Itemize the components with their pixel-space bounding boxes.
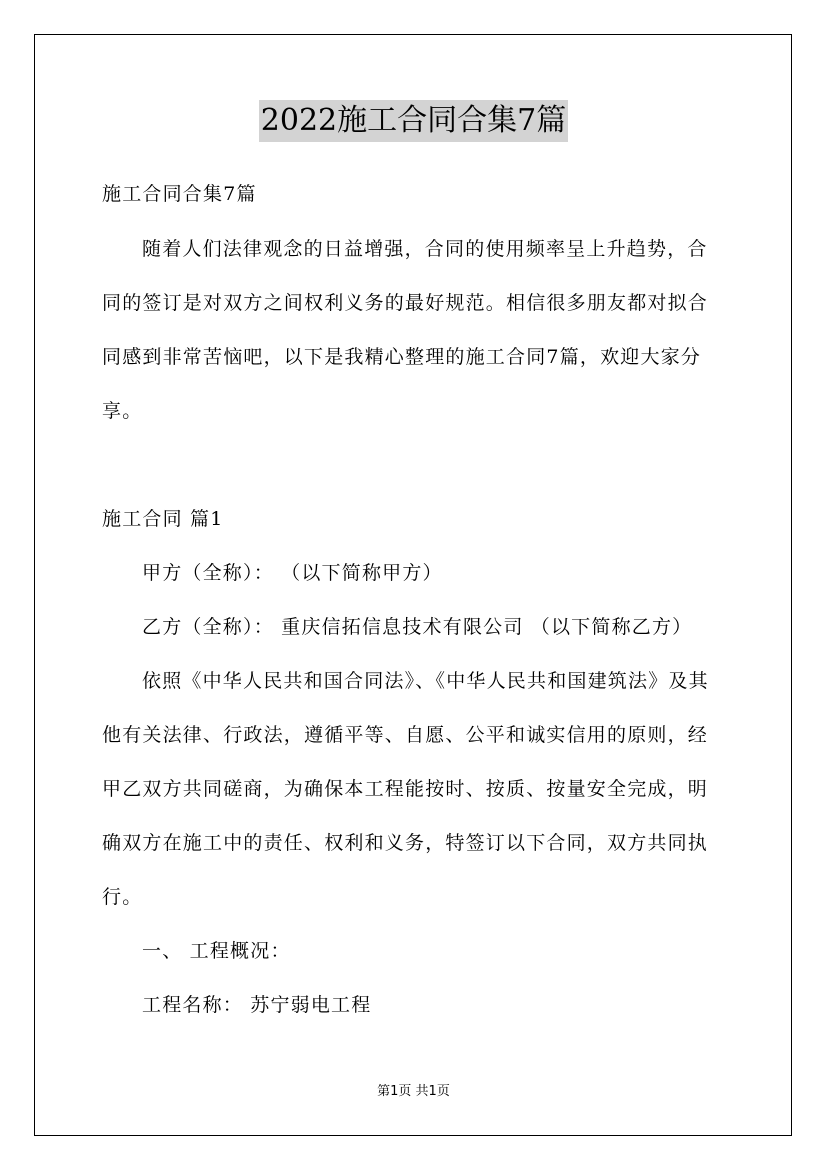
basis-line-1: 依照《中华人民共和国合同法》、《中华人民共和国建筑法》及其 (142, 670, 709, 692)
basis-line-2: 他有关法律、行政法，遵循平等、自愿、公平和诚实信用的原则，经 (102, 724, 709, 746)
basis-line-4: 确双方在施工中的责任、权利和义务，特签订以下合同，双方共同执 (102, 832, 709, 854)
basis-line-3: 甲乙双方共同磋商，为确保本工程能按时、按质、按量安全完成，明 (102, 778, 709, 800)
intro-line-3: 同感到非常苦恼吧，以下是我精心整理的施工合同7篇，欢迎大家分 (102, 346, 702, 368)
title-container (0, 100, 827, 142)
section-heading: 施工合同 篇1 (102, 508, 224, 530)
intro-line-2: 同的签订是对双方之间权利义务的最好规范。相信很多朋友都对拟合 (102, 292, 709, 314)
item-heading: 一、 工程概况： (142, 940, 291, 962)
basis-line-5: 行。 (102, 886, 143, 908)
document-subtitle: 施工合同合集7篇 (102, 183, 257, 205)
intro-line-4: 享。 (102, 400, 143, 422)
party-b-line: 乙方（全称）： 重庆信拓信息技术有限公司 （以下简称乙方） (142, 616, 693, 638)
page-footer: 第1页 共1页 (377, 1084, 450, 1099)
intro-line-1: 随着人们法律观念的日益增强，合同的使用频率呈上升趋势，合 (142, 238, 708, 260)
party-a-line: 甲方（全称）： （以下简称甲方） (142, 562, 443, 584)
project-name-line: 工程名称： 苏宁弱电工程 (142, 994, 372, 1016)
document-title: 2022施工合同合集7篇 (259, 100, 568, 142)
